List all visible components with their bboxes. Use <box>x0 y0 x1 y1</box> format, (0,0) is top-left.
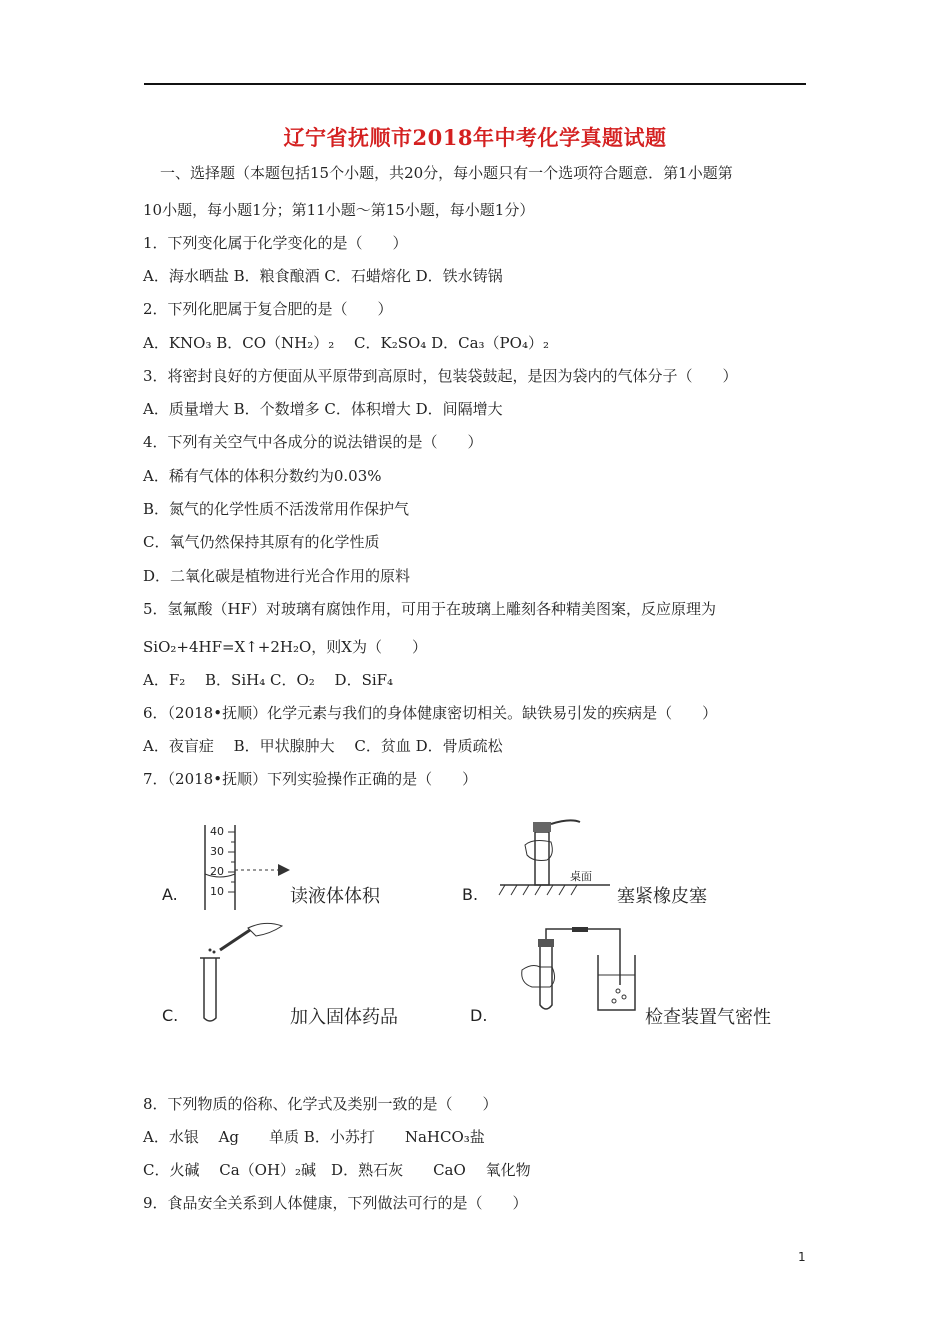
question-2: 2．下列化肥属于复合肥的是（ ） <box>143 300 393 318</box>
question-8-options-ab: A．水银 Ag 单质 B．小苏打 NaHCO₃盐 <box>143 1128 485 1146</box>
option-d-caption: 检查装置气密性 <box>645 1007 771 1028</box>
solid-addition-drawing <box>190 920 290 1025</box>
airtightness-drawing <box>510 925 640 1025</box>
section-intro-line-2: 10小题，每小题1分；第11小题～第15小题，每小题1分） <box>143 201 535 219</box>
section-intro-line-1: 一、选择题（本题包括15个小题，共20分，每小题只有一个选项符合题意．第1小题第 <box>160 164 733 182</box>
option-a-label: A. <box>162 885 178 904</box>
question-9: 9．食品安全关系到人体健康，下列做法可行的是（ ） <box>143 1194 528 1212</box>
question-3: 3．将密封良好的方便面从平原带到高原时，包装袋鼓起，是因为袋内的气体分子（ ） <box>143 367 738 385</box>
question-4-option-c: C．氧气仍然保持其原有的化学性质 <box>143 533 380 551</box>
question-7: 7．（2018•抚顺）下列实验操作正确的是（ ） <box>143 770 478 788</box>
tick-30: 30 <box>210 845 224 858</box>
option-a-caption: 读液体体积 <box>290 886 380 907</box>
question-6-options: A．夜盲症 B．甲状腺肿大 C．贫血 D．骨质疏松 <box>143 737 503 755</box>
question-8: 8．下列物质的俗称、化学式及类别一致的是（ ） <box>143 1095 498 1113</box>
header-rule <box>144 83 806 85</box>
question-1-options: A．海水晒盐 B．粮食酿酒 C．石蜡熔化 D．铁水铸锅 <box>143 267 503 285</box>
tick-40: 40 <box>210 825 224 838</box>
option-c-caption: 加入固体药品 <box>290 1007 398 1028</box>
question-3-options: A．质量增大 B．个数增多 C．体积增大 D．间隔增大 <box>143 400 503 418</box>
question-4: 4．下列有关空气中各成分的说法错误的是（ ） <box>143 433 483 451</box>
question-4-option-b: B．氮气的化学性质不活泼常用作保护气 <box>143 500 410 518</box>
question-5-equation: SiO₂+4HF=X↑+2H₂O，则X为（ ） <box>143 638 427 656</box>
question-5: 5．氢氟酸（HF）对玻璃有腐蚀作用，可用于在玻璃上雕刻各种精美图案，反应原理为 <box>143 600 717 618</box>
tick-10: 10 <box>210 885 224 898</box>
question-5-options: A．F₂ B．SiH₄ C．O₂ D．SiF₄ <box>143 671 394 689</box>
question-7-figure <box>150 810 810 1040</box>
tick-20: 20 <box>210 865 224 878</box>
option-c-label: C. <box>162 1006 179 1025</box>
option-d-label: D. <box>470 1006 488 1025</box>
option-b-caption: 塞紧橡皮塞 <box>617 886 707 907</box>
question-4-option-a: A．稀有气体的体积分数约为0.03% <box>143 467 382 485</box>
stopper-drawing <box>495 810 620 900</box>
question-6: 6．（2018•抚顺）化学元素与我们的身体健康密切相关。缺铁易引发的疾病是（ ） <box>143 704 718 722</box>
question-8-options-cd: C．火碱 Ca（OH）₂碱 D．熟石灰 CaO 氧化物 <box>143 1161 531 1179</box>
page-title: 辽宁省抚顺市2018年中考化学真题试题 <box>283 125 667 150</box>
desk-label: 桌面 <box>570 870 592 883</box>
question-4-option-d: D．二氧化碳是植物进行光合作用的原料 <box>143 567 411 585</box>
page-number: 1 <box>798 1250 806 1264</box>
option-b-label: B. <box>462 885 479 904</box>
question-1: 1．下列变化属于化学变化的是（ ） <box>143 234 408 252</box>
question-2-options: A．KNO₃ B．CO（NH₂）₂ C．K₂SO₄ D．Ca₃（PO₄）₂ <box>143 334 549 352</box>
